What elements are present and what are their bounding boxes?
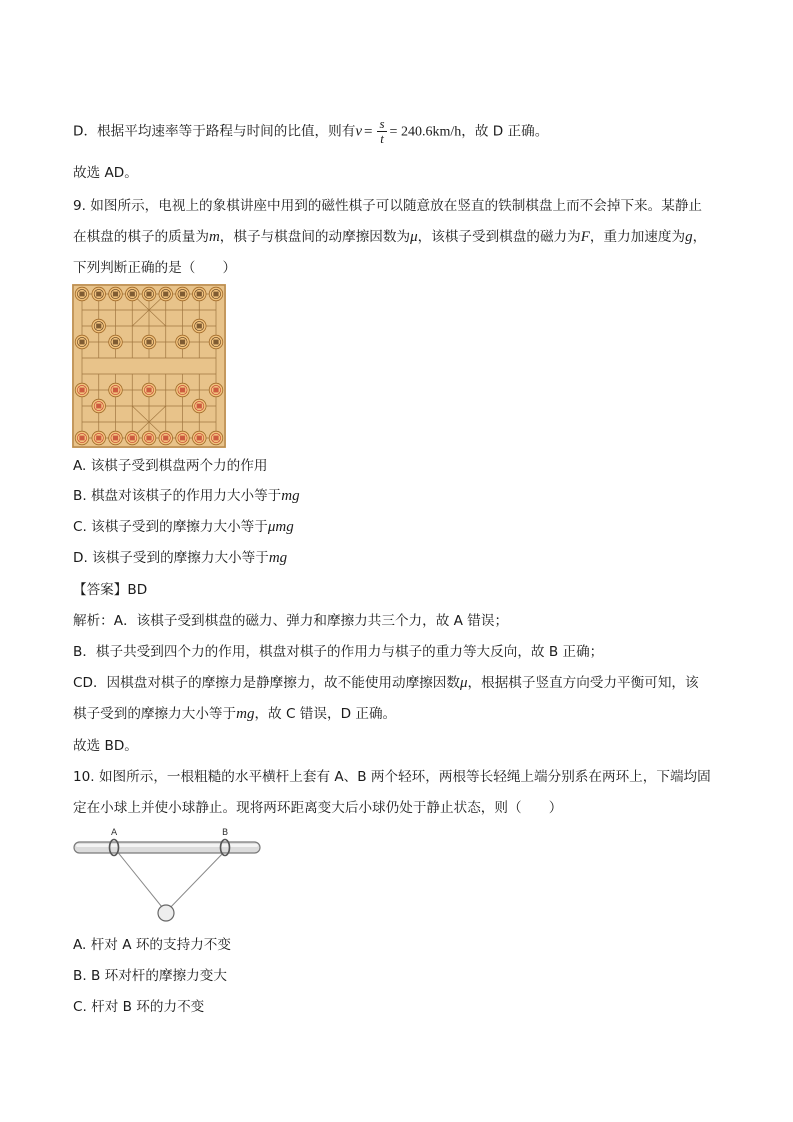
chess-piece-glyph — [79, 388, 84, 393]
q9-line-3: 下列判断正确的是（ ） — [73, 260, 237, 276]
chess-piece-glyph — [113, 388, 118, 393]
q10-option-c: C. 杆对 B 环的力不变 — [73, 999, 205, 1015]
chess-piece-glyph — [79, 292, 84, 297]
chess-piece-glyph — [213, 292, 218, 297]
q9-option-c — [73, 517, 294, 537]
text: D. 该棋子受到的摩擦力大小等于 — [73, 550, 269, 566]
var-mu: μ — [460, 675, 468, 691]
numerator: s — [379, 116, 385, 131]
q10-option-b: B. B 环对杆的摩擦力变大 — [73, 968, 227, 984]
chess-piece-glyph — [197, 324, 202, 329]
var-mu: μ — [410, 229, 418, 245]
chess-piece-glyph — [163, 292, 168, 297]
chess-piece-glyph — [163, 436, 168, 441]
chess-piece-glyph — [213, 388, 218, 393]
chess-piece-glyph — [213, 340, 218, 345]
rod-highlight — [76, 844, 258, 847]
answer-ad: 故选 AD。 — [73, 165, 138, 181]
var-g: g — [685, 229, 693, 245]
var-m: m — [208, 229, 220, 245]
answer-label: 【答案】BD — [73, 582, 148, 598]
text: ， — [692, 229, 707, 245]
text: 在棋盘的棋子的质量为 — [73, 229, 209, 245]
text: ，棋子与棋盘间的动摩擦因数为 — [219, 229, 411, 245]
chess-piece-glyph — [96, 324, 101, 329]
text: ，重力加速度为 — [589, 229, 686, 245]
text: 棋子受到的摩擦力大小等于 — [73, 706, 237, 722]
result: = 240.6km/h — [389, 124, 462, 140]
chess-piece-glyph — [113, 340, 118, 345]
text: C. 该棋子受到的摩擦力大小等于 — [73, 519, 268, 535]
chess-piece-glyph — [146, 388, 151, 393]
chess-piece-glyph — [146, 340, 151, 345]
explanation-3 — [73, 673, 699, 693]
text: ，该棋子受到棋盘的磁力为 — [417, 229, 581, 245]
chess-board-figure — [72, 284, 226, 448]
equals: = — [364, 123, 373, 140]
rope-a — [116, 850, 166, 912]
q9-line-1: 9. 如图所示，电视上的象棋讲座中用到的磁性棋子可以随意放在竖直的铁制棋盘上而不会掉下来。某静止 — [73, 198, 703, 214]
chess-piece-glyph — [113, 292, 118, 297]
chess-piece-glyph — [197, 404, 202, 409]
chess-piece-glyph — [197, 292, 202, 297]
explanation-2: B．棋子共受到四个力的作用，棋盘对棋子的作用力与棋子的重力等大反向，故 B 正确； — [73, 644, 604, 660]
text: ，故 D 正确。 — [461, 123, 549, 140]
var-F: F — [580, 229, 590, 245]
ball — [158, 905, 174, 921]
chess-piece-glyph — [130, 292, 135, 297]
q9-option-b — [73, 486, 300, 506]
chess-piece-glyph — [197, 436, 202, 441]
var-mg: mg — [281, 488, 300, 504]
text: B. 棋盘对该棋子的作用力大小等于 — [73, 488, 282, 504]
chess-board-image — [72, 284, 226, 448]
text: ，故 C 错误，D 正确。 — [254, 706, 397, 722]
chess-piece-glyph — [113, 436, 118, 441]
explanation-4 — [73, 704, 396, 724]
q10-line-2: 定在小球上并使小球静止。现将两环距离变大后小球仍处于静止状态，则（ ） — [73, 800, 563, 816]
chess-piece-glyph — [79, 436, 84, 441]
q9-line-2 — [73, 227, 706, 247]
chess-piece-glyph — [180, 292, 185, 297]
chess-piece-glyph — [180, 388, 185, 393]
chess-piece-glyph — [146, 436, 151, 441]
chess-piece-glyph — [180, 340, 185, 345]
var-mg: mg — [268, 550, 288, 566]
horizontal-rod — [74, 842, 260, 853]
text: D．根据平均速率等于路程与时间的比值，则有 — [73, 123, 356, 140]
q10-option-a: A. 杆对 A 环的支持力不变 — [73, 937, 231, 953]
denominator: t — [380, 131, 384, 146]
var-mumg: μmg — [267, 519, 294, 535]
chess-piece-glyph — [180, 436, 185, 441]
chess-piece-glyph — [96, 436, 101, 441]
option-d-line — [73, 117, 548, 146]
var-mg: mg — [236, 706, 255, 722]
explanation-1: 解析：A．该棋子受到棋盘的磁力、弹力和摩擦力共三个力，故 A 错误； — [73, 613, 509, 629]
q9-option-a: A. 该棋子受到棋盘两个力的作用 — [73, 458, 268, 474]
answer-bd: 故选 BD。 — [73, 738, 138, 754]
rope-b — [166, 850, 226, 912]
label-a: A — [111, 828, 118, 838]
chess-piece-glyph — [146, 292, 151, 297]
text: CD．因棋盘对棋子的摩擦力是静摩擦力，故不能使用动摩擦因数 — [73, 675, 460, 691]
chess-piece-glyph — [96, 404, 101, 409]
q10-line-1: 10. 如图所示，一根粗糙的水平横杆上套有 A、B 两个轻环，两根等长轻绳上端分别系在两环上，下端均固 — [73, 769, 711, 785]
rod-rings-ball-figure — [72, 824, 266, 924]
chess-piece-glyph — [130, 436, 135, 441]
chess-piece-glyph — [213, 436, 218, 441]
fraction-s-over-t — [377, 117, 386, 146]
q9-option-d — [73, 548, 287, 568]
label-b: B — [222, 828, 229, 838]
chess-piece-glyph — [96, 292, 101, 297]
var-v: v — [355, 123, 363, 140]
text: ，根据棋子竖直方向受力平衡可知，该 — [467, 675, 699, 691]
chess-piece-glyph — [79, 340, 84, 345]
